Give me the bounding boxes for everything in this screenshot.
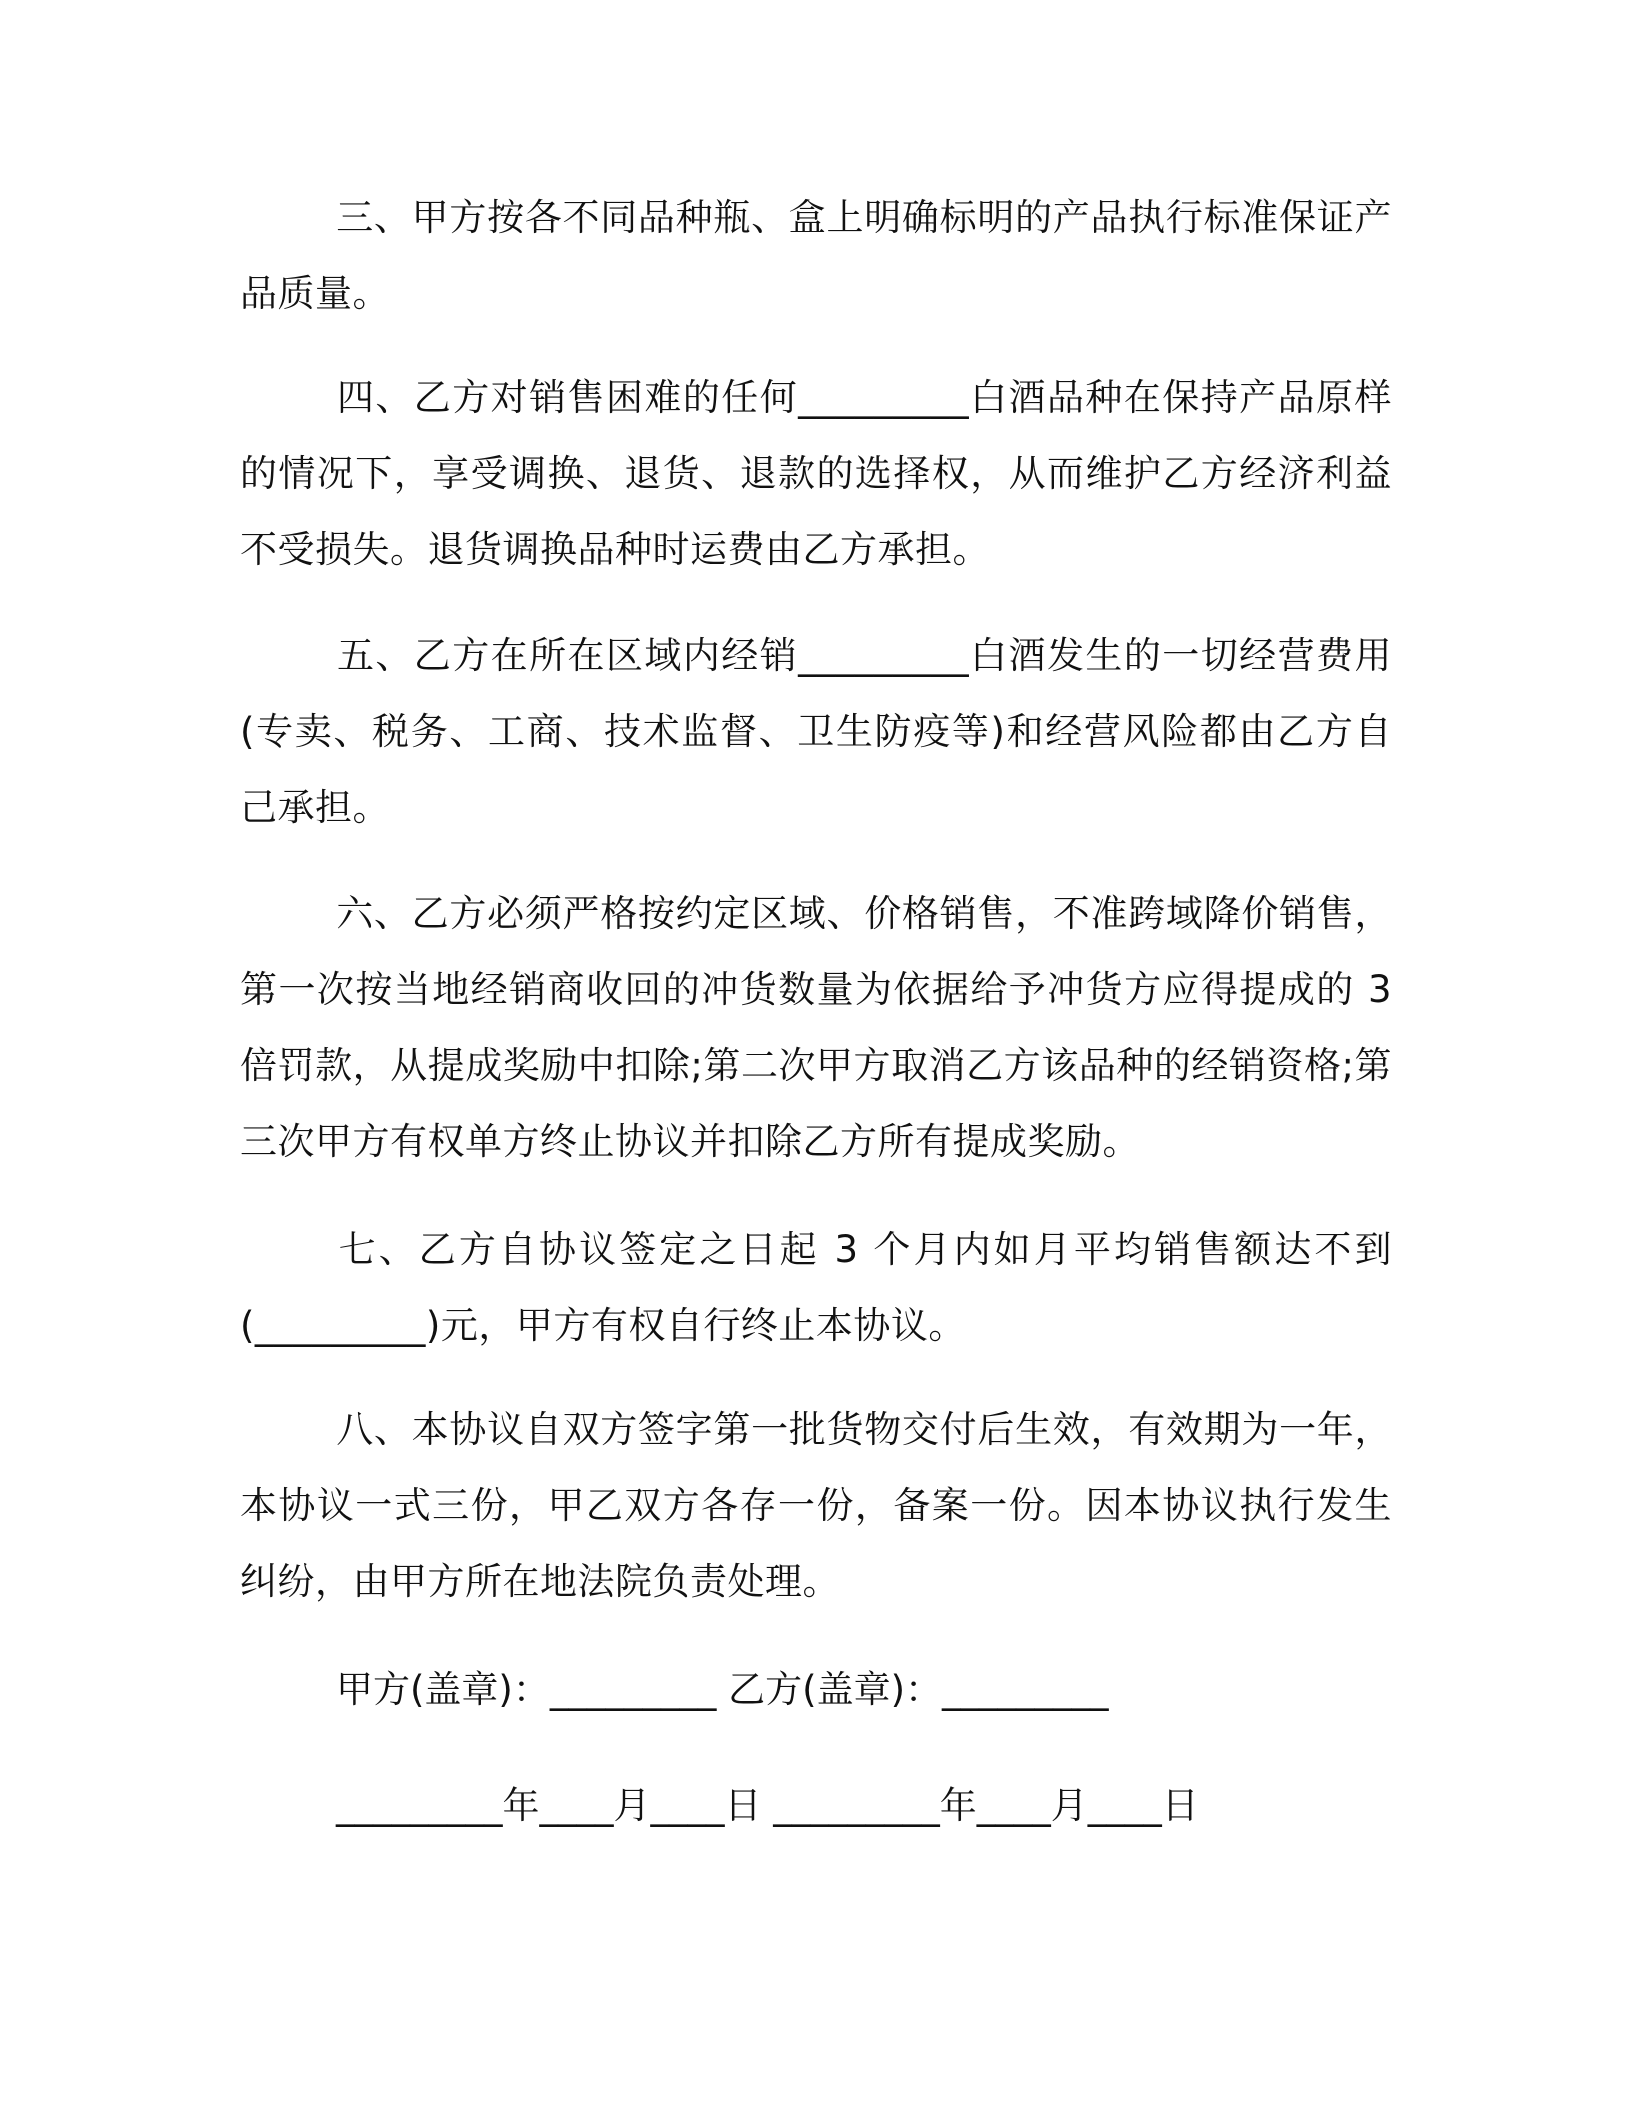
clause-6	[240, 876, 1392, 1180]
clause-3-text: 三、甲方按各不同品种瓶、盒上明确标明的产品执行标准保证产品质量。	[240, 196, 1392, 315]
clause-4-text: 四、乙方对销售困难的任何_________白酒品种在保持产品原样的情况下，享受调换、退货、退款的选择权，从而维护乙方经济利益不受损失。退货调换品种时运费由乙方承担。	[240, 376, 1392, 571]
clause-7-text: 七、乙方自协议签定之日起 3 个月内如月平均销售额达不到(_________)元，甲方有权自行终止本协议。	[240, 1228, 1392, 1347]
clause-5	[240, 618, 1392, 846]
signature-date-line: _________年____月____日 _________年____月____日	[336, 1784, 1199, 1827]
clause-3	[240, 180, 1392, 332]
clause-7	[240, 1212, 1392, 1364]
clause-4	[240, 360, 1392, 588]
clause-5-text: 五、乙方在所在区域内经销_________白酒发生的一切经营费用(专卖、税务、工商、技术监督、卫生防疫等)和经营风险都由乙方自己承担。	[240, 634, 1392, 829]
clause-6-text: 六、乙方必须严格按约定区域、价格销售，不准跨域降价销售，第一次按当地经销商收回的冲货数量为依据给予冲货方应得提成的 3 倍罚款，从提成奖励中扣除;第二次甲方取消乙方该品种的经销资格;第三次甲方有权单方终止协议并扣除乙方所有提成奖励。	[240, 892, 1392, 1163]
clause-8	[240, 1392, 1392, 1620]
signature-parties-line: 甲方(盖章)：_________ 乙方(盖章)：_________	[336, 1668, 1109, 1711]
clause-8-text: 八、本协议自双方签字第一批货物交付后生效，有效期为一年，本协议一式三份，甲乙双方各存一份，备案一份。因本协议执行发生纠纷，由甲方所在地法院负责处理。	[240, 1408, 1392, 1603]
